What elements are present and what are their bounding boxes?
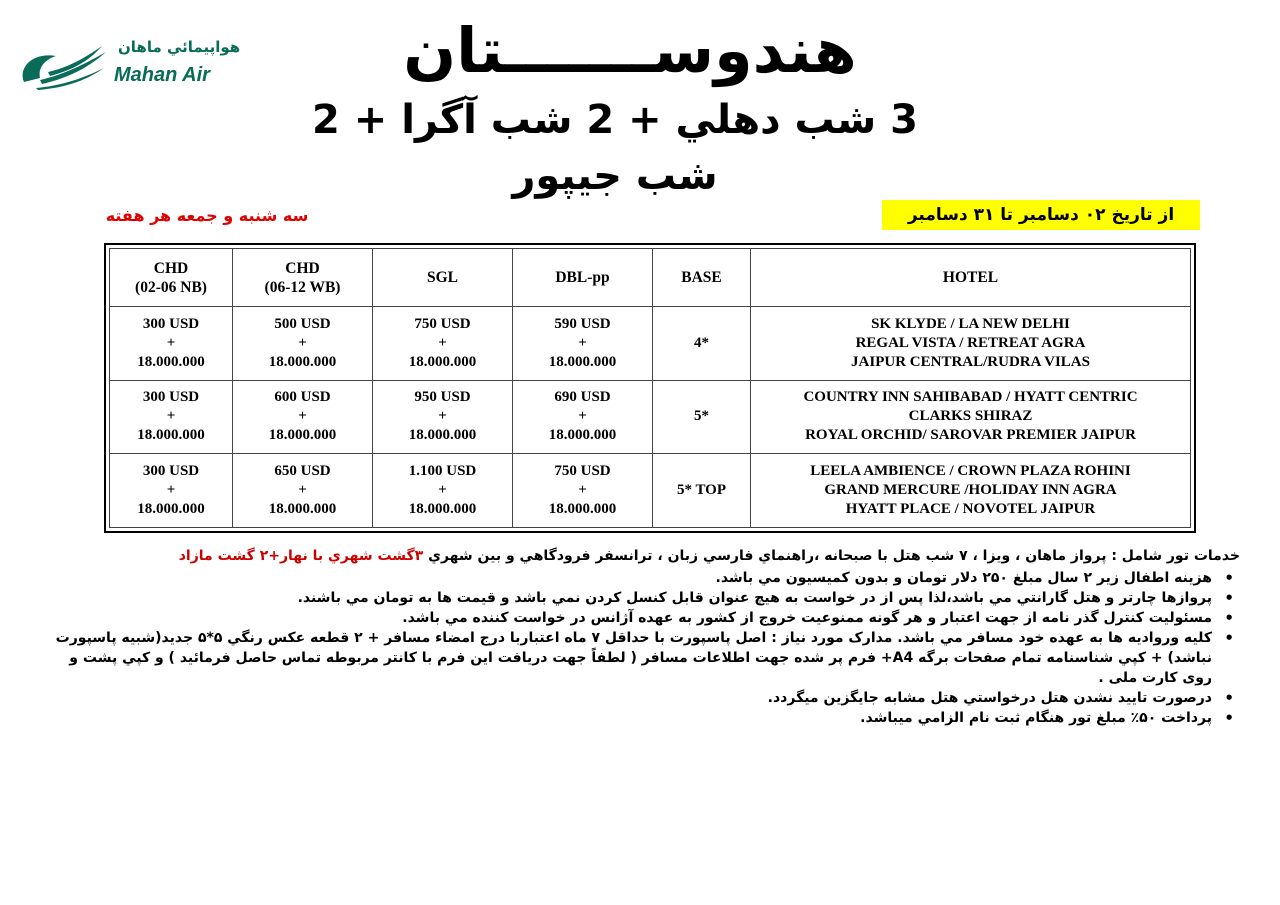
list-item: • درصورت تاييد نشدن هتل درخواستي هتل مشابه جايگزين ميگردد. <box>40 688 1212 708</box>
list-item: • مسئوليت کنترل گذر نامه از جهت اعتبار و هر گونه ممنوعيت خروج از کشور به عهده آژانس در خواست کننده مي باشد. <box>40 608 1212 628</box>
price-table-frame <box>104 243 1196 533</box>
header-base: BASE <box>653 249 751 307</box>
list-item: • پرداخت ۵۰٪ مبلغ تور هنگام ثبت نام الزامي ميباشد. <box>40 708 1212 728</box>
price-table <box>109 248 1191 528</box>
logo-persian-text: هواپيمائي ماهان <box>118 38 241 56</box>
hotel-list: LEELA AMBIENCE / CROWN PLAZA ROHINI GRAND MERCURE /HOLIDAY INN AGRA HYATT PLACE / NOVOTEL JAIPUR <box>751 454 1191 528</box>
table-header-row <box>110 249 1191 307</box>
page-subtitle: 3 شب دهلي + 2 شب آگرا + 2 شب جيپور <box>312 97 918 199</box>
hotel-list: SK KLYDE / LA NEW DELHI REGAL VISTA / RETREAT AGRA JAIPUR CENTRAL/RUDRA VILAS <box>751 307 1191 381</box>
hotel-list: COUNTRY INN SAHIBABAD / HYATT CENTRIC CLARKS SHIRAZ ROYAL ORCHID/ SAROVAR PREMIER JAIPUR <box>751 380 1191 454</box>
price-chd-big: 650 USD + 18.000.000 <box>233 454 373 528</box>
table-row <box>110 307 1191 381</box>
notes-list <box>40 568 1240 728</box>
price-sgl: 750 USD + 18.000.000 <box>373 307 513 381</box>
list-item: • کليه ورواديه ها به عهده خود مسافر مي باشد. مدارک مورد نياز : اصل پاسپورت با حداقل ۷ ماه اعتباربا درج امضاء مسافر + ۲ قطعه عکس رنگي ۵*۵ جديد(شبيه پاسپورت نباشد) + کپي شناسنامه تمام صفحات برگه A4+ فرم پر شده جهت اطلاعات مسافر ( لطفاً جهت دريافت اين فرم با کانتر مربوطه تماس حاصل فرمائيد ) و کپي پشت و روی کارت ملی . <box>40 628 1212 688</box>
table-row <box>110 380 1191 454</box>
mahan-air-logo <box>18 38 248 94</box>
services-main-text: خدمات تور شامل : پرواز ماهان ، ويزا ، ۷ شب هتل با صبحانه ،راهنماي فارسي زبان ، ترانسفر فرودگاهي و بين شهري <box>423 548 1240 564</box>
price-dbl: 690 USD + 18.000.000 <box>513 380 653 454</box>
logo-english-text: Mahan Air <box>114 64 210 86</box>
price-chd-small: 300 USD + 18.000.000 <box>110 380 233 454</box>
price-chd-small: 300 USD + 18.000.000 <box>110 454 233 528</box>
price-chd-small: 300 USD + 18.000.000 <box>110 307 233 381</box>
header-hotel: HOTEL <box>751 249 1191 307</box>
price-dbl: 750 USD + 18.000.000 <box>513 454 653 528</box>
list-item: • پروازها چارتر و هتل گارانتي مي باشد،لذا پس از در خواست به هيچ عنوان قابل کنسل کردن نمي باشد و قيمت ها به تومان مي باشند. <box>40 588 1212 608</box>
price-sgl: 1.100 USD + 18.000.000 <box>373 454 513 528</box>
header-chd-06-12: CHD (06-12 WB) <box>233 249 373 307</box>
departure-days: سه شنبه و جمعه هر هفته <box>105 206 309 225</box>
tour-services <box>40 546 1240 728</box>
services-highlight-text: ۳گشت شهري با نهار+۲ گشت مازاد <box>178 548 424 564</box>
base-rating: 4* <box>653 307 751 381</box>
price-sgl: 950 USD + 18.000.000 <box>373 380 513 454</box>
price-chd-big: 600 USD + 18.000.000 <box>233 380 373 454</box>
page-title: هندوســـــــتان <box>403 14 857 87</box>
header-sgl: SGL <box>373 249 513 307</box>
header-dbl: DBL-pp <box>513 249 653 307</box>
price-dbl: 590 USD + 18.000.000 <box>513 307 653 381</box>
price-chd-big: 500 USD + 18.000.000 <box>233 307 373 381</box>
base-rating: 5* TOP <box>653 454 751 528</box>
header-chd-02-06: CHD (02-06 NB) <box>110 249 233 307</box>
date-range-banner: از تاريخ ۰۲ دسامبر تا ۳۱ دسامبر <box>882 200 1200 230</box>
mahan-air-emblem-icon <box>18 42 108 90</box>
list-item: • هزينه اطفال زير ۲ سال مبلغ ۲۵۰ دلار تومان و بدون کميسيون مي باشد. <box>40 568 1212 588</box>
base-rating: 5* <box>653 380 751 454</box>
table-row <box>110 454 1191 528</box>
services-included <box>40 546 1240 566</box>
